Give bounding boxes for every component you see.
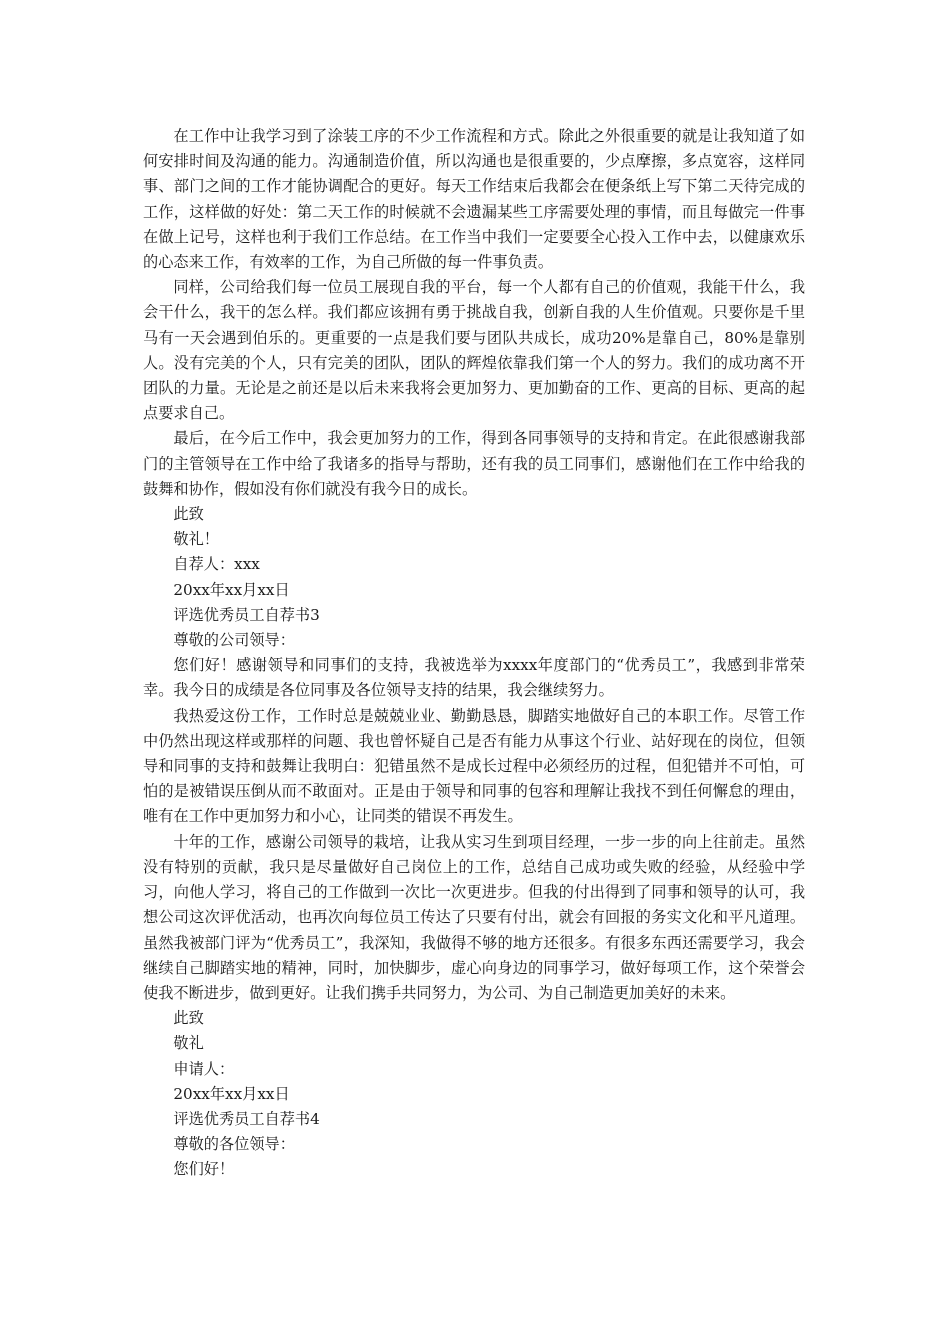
salutation-jingli-2: 敬礼	[173, 1034, 204, 1053]
signature-recommender: 自荐人：xxx	[173, 555, 260, 574]
salutation-cizhi: 此致	[173, 505, 204, 524]
paragraph-thanks-elected: 您们好！感谢领导和同事们的支持，我被选举为xxxx年度部门的“优秀员工”，我感到非常荣幸。我今日的成绩是各位同事及各位领导支持的结果，我会继续努力。	[143, 656, 805, 700]
paragraph-ten-years: 十年的工作，感谢公司领导的栽培，让我从实习生到项目经理，一步一步的向上往前走。虽然没有特别的贡献，我只是尽量做好自己岗位上的工作，总结自己成功或失败的经验，从经验中学习，向他人学习，将自己的工作做到一次比一次更进步。但我的付出得到了同事和领导的认可，我想公司这次评优活动，也再次向每位员工传达了只要有付出，就会有回报的务实文化和平凡道理。虽然我被部门评为“优秀员工”，我深知，我做得不够的地方还很多。有很多东西还需要学习，我会继续自己脚踏实地的精神，同时，加快脚步，虚心向身边的同事学习，做好每项工作，这个荣誉会使我不断进步，做到更好。让我们携手共同努力，为公司、为自己制造更加美好的未来。	[143, 832, 805, 1002]
section-title-3: 评选优秀员工自荐书3	[173, 605, 320, 624]
greeting-all-leaders: 尊敬的各位领导：	[173, 1135, 295, 1154]
paragraph-company-platform: 同样，公司给我们每一位员工展现自我的平台，每一个人都有自己的价值观，我能干什么，我会干什么，我干的怎么样。我们都应该拥有勇于挑战自我，创新自我的人生价值观。只要你是千里马有一天会遇到伯乐的。更重要的一点是我们要与团队共成长，成功20%是靠自己，80%是靠别人。没有完美的个人，只有完美的团队，团队的辉煌依靠我们第一个人的努力。我们的成功离不开团队的力量。无论是之前还是以后未来我将会更加努力、更加勤奋的工作、更高的目标、更高的起点要求自己。	[143, 278, 805, 423]
greeting-company-leaders: 尊敬的公司领导：	[173, 631, 295, 650]
paragraph-love-work: 我热爱这份工作，工作时总是兢兢业业、勤勤恳恳，脚踏实地做好自己的本职工作。尽管工作中仍然出现这样或那样的问题、我也曾怀疑自己是否有能力从事这个行业、站好现在的岗位，但领导和同事的支持和鼓舞让我明白：犯错虽然不是成长过程中必须经历的过程，但犯错并不可怕，可怕的是被错误压倒从而不敢面对。正是由于领导和同事的包容和理解让我找不到任何懈怠的理由，唯有在工作中更加努力和小心，让同类的错误不再发生。	[143, 706, 805, 826]
salutation-cizhi-2: 此致	[173, 1009, 204, 1028]
signature-applicant: 申请人：	[173, 1059, 235, 1078]
section-title-4: 评选优秀员工自荐书4	[173, 1109, 320, 1128]
signature-date-2: 20xx年xx月xx日	[173, 1084, 290, 1103]
paragraph-work-process: 在工作中让我学习到了涂装工序的不少工作流程和方式。除此之外很重要的就是让我知道了如何安排时间及沟通的能力。沟通制造价值，所以沟通也是很重要的，少点摩擦，多点宽容，这样同事、部门之间的工作才能协调配合的更好。每天工作结束后我都会在便条纸上写下第二天待完成的工作，这样做的好处：第二天工作的时候就不会遗漏某些工序需要处理的事情，而且每做完一件事在做上记号，这样也利于我们工作总结。在工作当中我们一定要要全心投入工作中去，以健康欢乐的心态来工作，有效率的工作，为自己所做的每一件事负责。	[143, 127, 805, 272]
document-body	[143, 124, 805, 1183]
signature-date: 20xx年xx月xx日	[173, 580, 290, 599]
paragraph-closing-thanks: 最后，在今后工作中，我会更加努力的工作，得到各同事领导的支持和肯定。在此很感谢我部门的主管领导在工作中给了我诸多的指导与帮助，还有我的员工同事们，感谢他们在工作中给我的鼓舞和协作，假如没有你们就没有我今日的成长。	[143, 429, 805, 498]
salutation-jingli: 敬礼！	[173, 530, 219, 549]
greeting-hello: 您们好！	[173, 1160, 235, 1179]
